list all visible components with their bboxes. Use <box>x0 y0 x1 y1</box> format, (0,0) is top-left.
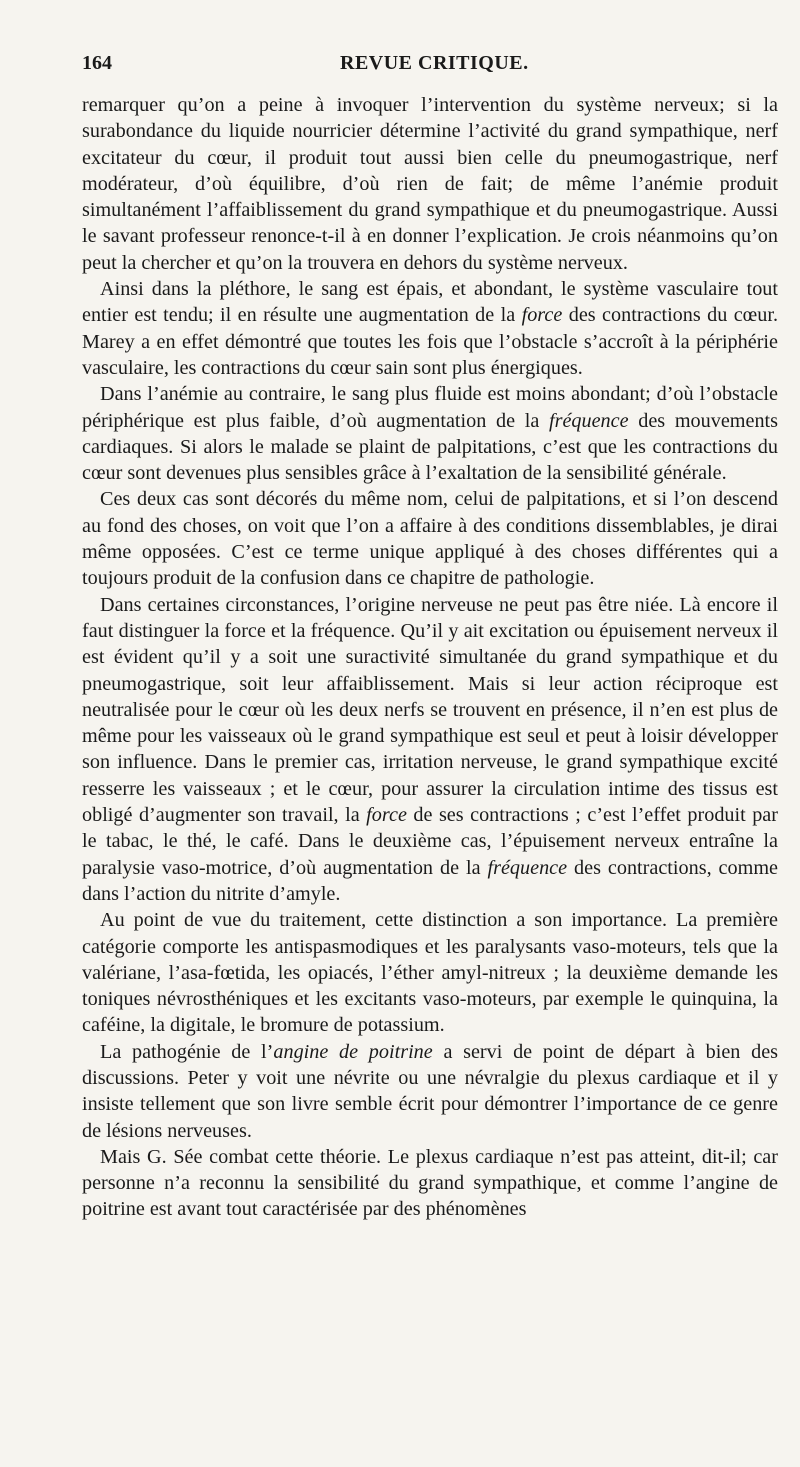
text-run: des contractions, comme dans l’action du nitrite d’amyle. <box>82 856 778 905</box>
paragraph <box>82 276 778 381</box>
text-run: Ainsi dans la pléthore, le sang est épais, et abondant, le système vasculaire tout entier est tendu; il en résulte une augmentation de la <box>82 278 778 327</box>
paragraph <box>82 381 778 486</box>
italic-run: fréquence <box>548 409 629 432</box>
text-run: Au point de vue du traitement, cette distinction a son importance. La première catégorie comporte les antispasmodiques et les paralysants vaso-moteurs, tels que la valériane, l’asa-fœtida, les opiacés, l’éther amyl-nitreux ; la deuxième demande les toniques névrosthéniques et les excitants vaso-moteurs, par exemple le quinquina, la caféine, la digitale, le bromure de potassium. <box>82 909 778 1037</box>
text-run: des contractions du cœur. Marey a en effet démontré que toutes les fois que l’obstacle s’accroît à la périphérie vasculaire, les contractions du cœur sain sont plus énergiques. <box>82 304 779 379</box>
page-header <box>82 52 778 86</box>
text-run: Ces deux cas sont décorés du même nom, celui de palpitations, et si l’on descend au fond des choses, on voit que l’on a affaire à des conditions dissemblables, je dirai même opposées. C’est ce terme unique appliqué à des choses différentes qui a toujours produit de la confusion dans ce chapitre de pathologie. <box>82 488 778 590</box>
text-run: des mouvements cardiaques. Si alors le malade se plaint de palpitations, c’est que les contractions du cœur sont devenues plus sensibles grâce à l’exaltation de la sensibilité générale. <box>82 409 778 485</box>
text-run: de ses contractions ; c’est l’effet produit par le tabac, le thé, le café. Dans le deuxième cas, l’épuisement nerveux entraîne la paralysie vaso-motrice, d’où augmentation de la <box>82 804 778 879</box>
italic-run: force <box>521 304 563 327</box>
paragraph <box>82 1039 778 1144</box>
text-run: La pathogénie de l’ <box>100 1040 274 1063</box>
text-run: Dans certaines circonstances, l’origine nerveuse ne peut pas être niée. Là encore il faut distinguer la force et la fréquence. Qu’il y ait excitation ou épuisement nerveux il est évident qu’il y a soit une suractivité simultanée du grand sympathique et du pneumogastrique, soit leur affaiblissement. Mais si leur action réciproque est neutralisée pour le cœur où les deux nerfs se trouvent en présence, il n’en est plus de même pour les vaisseaux où le grand sympathique est seul et peut à loisir développer son influence. Dans le premier cas, irritation nerveuse, le grand sympathique excité resserre les vaisseaux ; et le cœur, pour assurer la circulation intime des tissus est obligé d’augmenter son travail, la <box>82 593 778 827</box>
text-run: a servi de point de départ à bien des discussions. Peter y voit une névrite ou une névralgie du plexus cardiaque et il y insiste tellement que son livre semble écrit pour démontrer l’importance de ce genre de lésions nerveuses. <box>82 1040 779 1142</box>
paragraph <box>82 92 778 276</box>
italic-run: fréquence <box>487 856 568 879</box>
page-number: 164 <box>82 52 112 74</box>
text-run: remarquer qu’on a peine à invoquer l’intervention du système nerveux; si la surabondance du liquide nourricier détermine l’activité du grand sympathique, nerf excitateur du cœur, il produit tout aussi bien celle du pneumogastrique, nerf modérateur, d’où équilibre, d’où rien de fait; de même l’anémie produit simultanément l’affaiblissement du grand sympathique et du pneumogastrique. Aussi le savant professeur renonce-t-il à en donner l’explication. Je crois néanmoins qu’on peut la chercher et qu’on la trouvera en dehors du système nerveux. <box>82 94 778 274</box>
paragraph <box>82 486 778 591</box>
text-run: Dans l’anémie au contraire, le sang plus fluide est moins abondant; d’où l’obstacle périphérique est plus faible, d’où augmentation de la <box>82 383 778 432</box>
text-run: Mais G. Sée combat cette théorie. Le plexus cardiaque n’est pas atteint, dit-il; car personne n’a reconnu la sensibilité du grand sympathique, et comme l’angine de poitrine est avant tout caractérisée par des phénomènes <box>82 1145 778 1221</box>
body-text <box>82 92 778 1223</box>
italic-run: force <box>366 804 407 827</box>
paragraph <box>82 592 778 908</box>
paragraph <box>82 1144 778 1223</box>
running-head: REVUE CRITIQUE. <box>340 52 529 74</box>
italic-run: angine de poitrine <box>273 1040 433 1063</box>
paragraph <box>82 907 778 1038</box>
